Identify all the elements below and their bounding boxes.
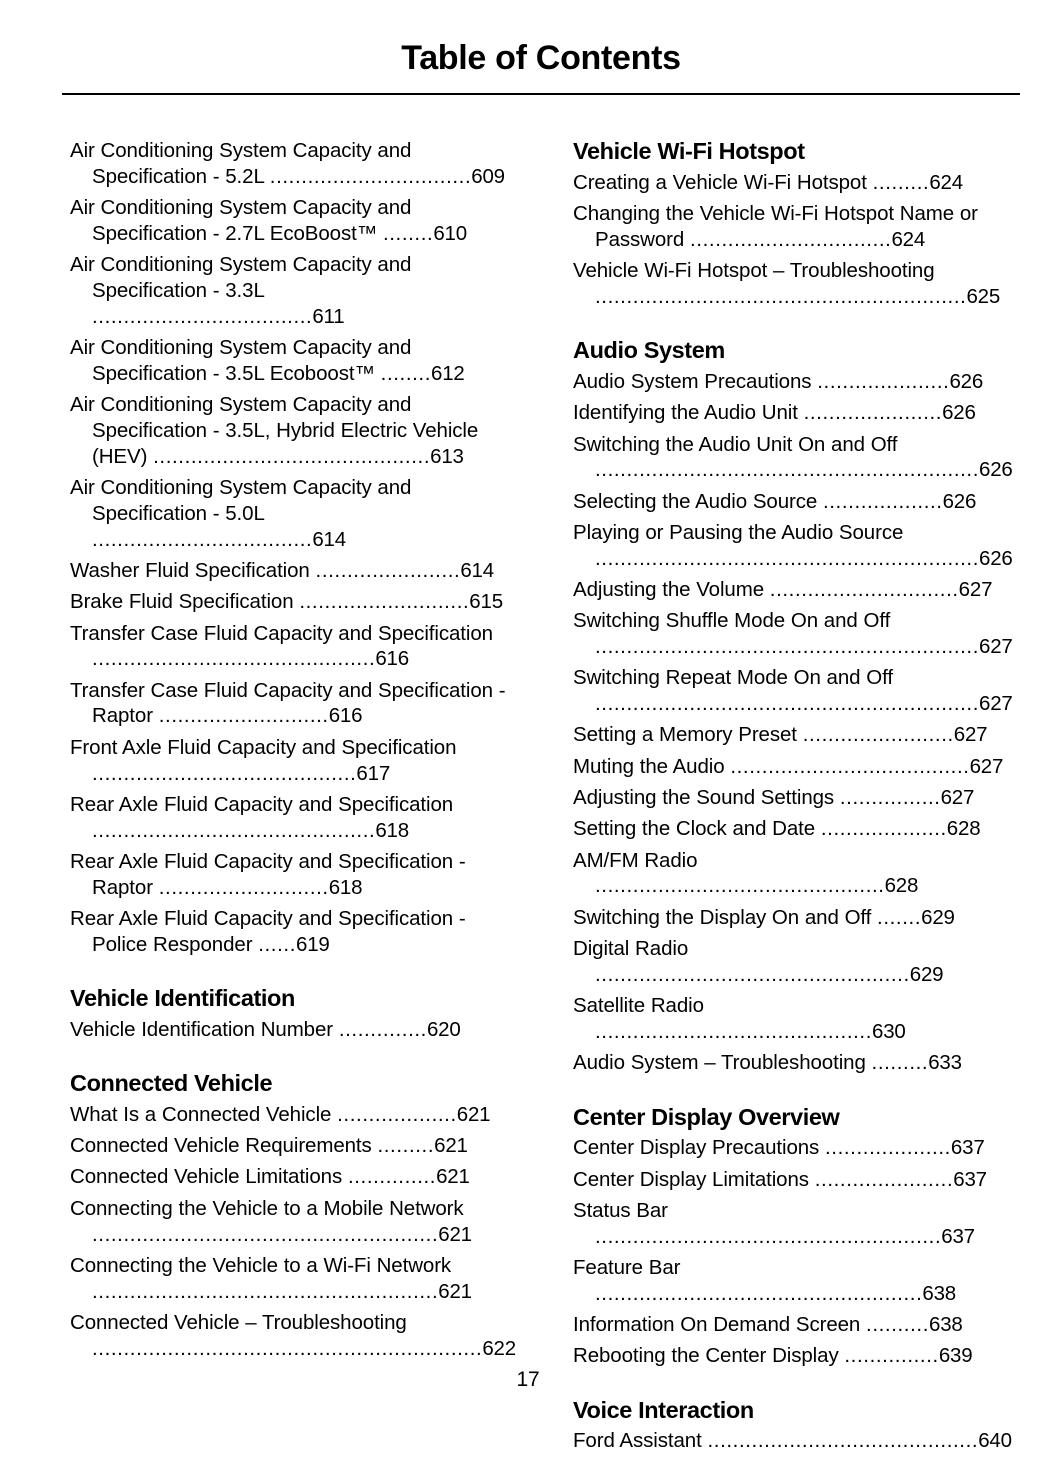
- toc-entry[interactable]: [70, 138, 517, 190]
- toc-entry-leader: ......................: [803, 401, 943, 425]
- toc-entry-leader: ..........: [866, 1313, 929, 1337]
- toc-entry[interactable]: [573, 170, 1020, 196]
- toc-entry[interactable]: [70, 195, 517, 247]
- toc-entry[interactable]: [573, 432, 1020, 484]
- toc-entry-label: Setting the Clock and Date: [573, 817, 816, 841]
- toc-entry[interactable]: [70, 621, 517, 673]
- toc-entry[interactable]: [573, 258, 1020, 310]
- toc-entry-label: AM/FM Radio: [573, 848, 698, 872]
- toc-section: [62, 138, 517, 958]
- toc-entry-page-number: 622: [482, 1336, 516, 1360]
- toc-entry-page-number: 621: [434, 1134, 468, 1158]
- toc-entry-page-number: 627: [958, 578, 993, 601]
- toc-entry-label: Connecting the Vehicle to a Wi-Fi Network: [70, 1253, 452, 1277]
- toc-entry-leader: .............................................................: [595, 692, 980, 716]
- toc-entry-leader: ............................................: [595, 1019, 873, 1043]
- toc-entry-leader: .......................................................: [595, 1224, 942, 1248]
- toc-entry-leader: ................................: [269, 164, 472, 188]
- toc-entry[interactable]: [573, 520, 1020, 572]
- toc-entry-label: Front Axle Fluid Capacity and Specification: [70, 735, 457, 759]
- toc-entry[interactable]: [573, 722, 1020, 748]
- toc-entry-label: Muting the Audio: [573, 754, 725, 778]
- toc-entry-leader: ....................................................: [595, 1281, 923, 1305]
- toc-entry-label: Air Conditioning System Capacity and Specification - 3.3L: [70, 253, 412, 302]
- toc-entry-page-number: 637: [953, 1167, 987, 1191]
- toc-entry-page-number: 627: [940, 786, 975, 810]
- toc-entry-label: Audio System – Troubleshooting: [573, 1051, 866, 1075]
- toc-entry-page-number: 609: [471, 164, 505, 188]
- toc-entry-label: Connected Vehicle – Troubleshooting: [70, 1310, 407, 1334]
- toc-entry-leader: ...........................................................: [595, 284, 967, 308]
- toc-entry-label: Vehicle Identification Number: [70, 1017, 334, 1041]
- toc-entry-leader: .......................................................: [92, 1279, 439, 1303]
- toc-entry-label: Switching Repeat Mode On and Off: [573, 666, 893, 690]
- toc-entry-label: Connecting the Vehicle to a Mobile Network: [70, 1196, 464, 1220]
- toc-entry[interactable]: [573, 993, 1020, 1045]
- toc-entry[interactable]: [573, 577, 1020, 603]
- toc-entry-leader: ...................................: [92, 527, 313, 551]
- toc-entry-label: Air Conditioning System Capacity and Specification - 3.5L, Hybrid Electric Vehicle (HEV): [70, 393, 479, 468]
- toc-entry-page-number: 621: [438, 1222, 472, 1246]
- toc-entry-leader: ..............................: [769, 578, 959, 601]
- toc-entry-leader: .......: [877, 905, 922, 929]
- toc-entry-label: Vehicle Wi-Fi Hotspot – Troubleshooting: [573, 259, 935, 283]
- toc-entry[interactable]: [70, 475, 517, 552]
- toc-entry-label: Switching Shuffle Mode On and Off: [573, 609, 891, 633]
- toc-entry-page-number: 614: [460, 558, 494, 582]
- toc-entry-leader: ..........................................: [92, 761, 357, 785]
- toc-entry-leader: ....................: [825, 1136, 951, 1160]
- toc-entry-page-number: 616: [375, 647, 409, 671]
- section-heading: Center Display Overview: [573, 1103, 840, 1130]
- toc-entry-leader: .............................................................: [595, 458, 980, 482]
- toc-entry-leader: ......: [258, 932, 296, 956]
- page-header: [62, 40, 1020, 95]
- page-title: Table of Contents: [401, 39, 681, 77]
- toc-entry-page-number: 621: [438, 1279, 472, 1303]
- toc-entry-page-number: 612: [431, 361, 465, 385]
- toc-entry-page-number: 620: [426, 1017, 461, 1041]
- toc-entry-leader: ........................: [802, 723, 954, 747]
- toc-entry-page-number: 627: [979, 692, 1013, 716]
- toc-entry-leader: ......................................: [730, 754, 970, 778]
- toc-section: [565, 138, 1020, 310]
- toc-entry[interactable]: [70, 1017, 517, 1043]
- section-heading: Vehicle Identification: [70, 985, 295, 1012]
- toc-entry-page-number: 639: [938, 1344, 973, 1368]
- toc-entry-page-number: 637: [950, 1136, 985, 1160]
- toc-entry-label: Transfer Case Fluid Capacity and Specification - Raptor: [70, 678, 506, 728]
- toc-entry-leader: ......................: [814, 1167, 954, 1191]
- toc-entry[interactable]: [70, 792, 517, 844]
- toc-entry-page-number: 614: [312, 527, 346, 551]
- header-divider: [62, 93, 1020, 95]
- toc-entry-label: Connected Vehicle Limitations: [70, 1165, 343, 1189]
- toc-entry-label: Feature Bar: [573, 1255, 681, 1279]
- toc-entry-page-number: 618: [375, 818, 409, 842]
- toc-entry-leader: ................: [839, 786, 941, 810]
- toc-entry-page-number: 621: [456, 1102, 491, 1126]
- toc-entry-page-number: 626: [979, 546, 1013, 570]
- toc-entry-page-number: 619: [296, 932, 330, 956]
- toc-entry-page-number: 626: [949, 369, 984, 393]
- toc-entry[interactable]: [573, 201, 1020, 253]
- toc-entry-leader: .............................................: [92, 647, 376, 671]
- toc-entry-label: Air Conditioning System Capacity and Specification - 2.7L EcoBoost™: [70, 196, 412, 245]
- toc-entry-page-number: 621: [436, 1165, 470, 1189]
- toc-entry-leader: ........: [382, 221, 434, 245]
- toc-entry[interactable]: [573, 665, 1020, 717]
- toc-entry-leader: .........: [871, 1051, 929, 1075]
- toc-entry-leader: .........: [377, 1134, 435, 1158]
- toc-entry-page-number: 625: [966, 284, 1001, 308]
- toc-entry-leader: ...........................: [158, 704, 329, 728]
- toc-entry[interactable]: [70, 1196, 517, 1248]
- toc-entry[interactable]: [573, 1312, 1020, 1338]
- toc-entry-page-number: 618: [328, 875, 363, 899]
- toc-entry-page-number: 629: [921, 905, 955, 929]
- toc-section: [62, 963, 517, 1043]
- toc-entry-page-number: 629: [909, 962, 944, 986]
- toc-entry-page-number: 633: [928, 1051, 962, 1075]
- toc-entry[interactable]: [70, 558, 517, 584]
- toc-entry-label: Satellite Radio: [573, 994, 704, 1018]
- toc-entry-label: Center Display Precautions: [573, 1136, 820, 1160]
- toc-entry-leader: ..................................................: [595, 962, 910, 986]
- toc-entry-leader: ..............: [338, 1017, 427, 1041]
- left-column: [62, 138, 517, 1460]
- toc-entry-page-number: 611: [312, 304, 345, 328]
- toc-entry-page-number: 627: [969, 754, 1004, 778]
- toc-entry-page-number: 638: [929, 1313, 963, 1337]
- toc-entry-page-number: 617: [356, 761, 391, 785]
- toc-entry-leader: ..............................................................: [92, 1336, 483, 1360]
- toc-entry-label: Creating a Vehicle Wi-Fi Hotspot: [573, 170, 867, 194]
- toc-entry-leader: ................................: [690, 227, 892, 251]
- toc-entry-leader: .............................................................: [595, 635, 980, 659]
- toc-entry[interactable]: [70, 335, 517, 387]
- toc-entry[interactable]: [70, 1253, 517, 1305]
- toc-entry-leader: .......................: [315, 558, 461, 582]
- toc-entry-page-number: 616: [328, 704, 363, 728]
- toc-entry-leader: ...........................................: [707, 1429, 979, 1453]
- section-heading: Voice Interaction: [573, 1396, 754, 1423]
- toc-entry[interactable]: [70, 252, 517, 329]
- toc-entry-leader: ....................: [820, 817, 947, 841]
- toc-entry-page-number: 615: [469, 590, 503, 614]
- toc-entry-page-number: 626: [942, 401, 976, 425]
- toc-entry-label: Setting a Memory Preset: [573, 723, 797, 747]
- toc-entry[interactable]: [573, 1167, 1020, 1193]
- right-column: [565, 138, 1020, 1460]
- toc-entry-leader: ............................................: [153, 444, 431, 468]
- toc-entry[interactable]: [70, 906, 517, 958]
- toc-entry-leader: ...................: [337, 1102, 457, 1126]
- toc-entry-page-number: 613: [430, 444, 464, 468]
- section-heading: Audio System: [573, 337, 725, 364]
- toc-entry[interactable]: [573, 816, 1020, 842]
- toc-entry-leader: ...........................: [299, 590, 470, 614]
- toc-entry-leader: .............................................: [92, 818, 376, 842]
- toc-entry-page-number: 624: [929, 170, 963, 194]
- toc-entry[interactable]: [573, 489, 1020, 515]
- toc-entry[interactable]: [70, 735, 517, 787]
- toc-entry-label: Changing the Vehicle Wi-Fi Hotspot Name or Password: [573, 202, 978, 251]
- toc-entry[interactable]: [573, 905, 1020, 931]
- toc-entry[interactable]: [70, 849, 517, 901]
- section-heading: Vehicle Wi-Fi Hotspot: [573, 138, 805, 164]
- toc-entry-label: Center Display Limitations: [573, 1167, 809, 1191]
- toc-entry-label: Rear Axle Fluid Capacity and Specification: [70, 792, 454, 816]
- toc-entry-leader: ...................................: [92, 304, 313, 328]
- toc-entry-leader: ..............................................: [595, 874, 885, 898]
- toc-entry-label: What Is a Connected Vehicle: [70, 1102, 332, 1126]
- toc-entry-label: Connected Vehicle Requirements: [70, 1134, 372, 1158]
- toc-entry[interactable]: [70, 678, 517, 730]
- toc-entry-label: Air Conditioning System Capacity and Specification - 5.0L: [70, 476, 412, 525]
- toc-entry[interactable]: [573, 936, 1020, 988]
- toc-entry[interactable]: [573, 785, 1020, 811]
- toc-entry[interactable]: [573, 1050, 1020, 1076]
- toc-entry-label: Selecting the Audio Source: [573, 489, 818, 513]
- toc-entry-page-number: 638: [922, 1281, 956, 1305]
- toc-entry-label: Switching the Display On and Off: [573, 905, 872, 929]
- toc-entry-page-number: 628: [884, 874, 919, 898]
- toc-entry[interactable]: [70, 1102, 517, 1128]
- page-number: 17: [516, 1368, 540, 1391]
- toc-entry-label: Playing or Pausing the Audio Source: [573, 520, 904, 544]
- toc-entry[interactable]: [573, 1198, 1020, 1250]
- toc-entry-label: Rear Axle Fluid Capacity and Specification - Police Responder: [70, 907, 466, 956]
- toc-entry[interactable]: [70, 392, 517, 469]
- toc-entry-page-number: 610: [433, 221, 467, 245]
- toc-entry[interactable]: [573, 400, 1020, 426]
- section-heading: Connected Vehicle: [70, 1070, 273, 1097]
- toc-entry-leader: .........: [872, 170, 930, 194]
- toc-entry-page-number: 628: [946, 817, 981, 841]
- toc-entry[interactable]: [573, 1255, 1020, 1307]
- toc-entry-label: Switching the Audio Unit On and Off: [573, 432, 898, 456]
- toc-entry[interactable]: [70, 1164, 517, 1190]
- toc-entry-label: Ford Assistant: [573, 1429, 702, 1453]
- toc-entry-label: Adjusting the Sound Settings: [573, 786, 835, 810]
- toc-entry[interactable]: [70, 1133, 517, 1159]
- toc-entry[interactable]: [573, 848, 1020, 900]
- toc-entry-leader: ...........................: [158, 875, 329, 899]
- toc-entry-label: Digital Radio: [573, 937, 689, 961]
- toc-entry[interactable]: [573, 754, 1020, 780]
- toc-entry-label: Identifying the Audio Unit: [573, 401, 798, 425]
- toc-entry-page-number: 627: [953, 723, 988, 747]
- toc-entry-label: Rear Axle Fluid Capacity and Specification - Raptor: [70, 849, 466, 899]
- toc-entry[interactable]: [70, 1310, 517, 1362]
- toc-entry-leader: .............................................................: [595, 546, 980, 570]
- toc-entry-leader: ..............: [347, 1165, 437, 1189]
- toc-entry-label: Washer Fluid Specification: [70, 558, 310, 582]
- toc-entry-label: Status Bar: [573, 1198, 668, 1222]
- toc-entry-leader: .......................................................: [92, 1222, 439, 1246]
- toc-entry[interactable]: [573, 1135, 1020, 1161]
- toc-entry-label: Audio System Precautions: [573, 369, 812, 393]
- toc-entry-label: Brake Fluid Specification: [70, 590, 294, 614]
- toc-entry-page-number: 640: [978, 1429, 1012, 1453]
- toc-entry-page-number: 626: [942, 489, 977, 513]
- toc-entry-leader: ........: [380, 361, 432, 385]
- toc-entry-page-number: 627: [979, 635, 1013, 659]
- toc-entry[interactable]: [70, 589, 517, 615]
- toc-entry[interactable]: [573, 1343, 1020, 1369]
- toc-entry[interactable]: [573, 1428, 1020, 1454]
- toc-entry-label: Rebooting the Center Display: [573, 1344, 839, 1368]
- table-of-contents-body: [62, 138, 1020, 1460]
- toc-section: [565, 1082, 1020, 1370]
- toc-entry-label: Transfer Case Fluid Capacity and Specification: [70, 621, 493, 645]
- toc-entry-page-number: 624: [891, 227, 926, 251]
- toc-entry-label: Information On Demand Screen: [573, 1313, 861, 1337]
- toc-section: [565, 315, 1020, 1076]
- toc-entry-page-number: 630: [872, 1019, 906, 1043]
- toc-entry-label: Adjusting the Volume: [573, 578, 764, 601]
- toc-entry[interactable]: [573, 608, 1020, 660]
- toc-entry-leader: ...............: [844, 1344, 939, 1368]
- toc-section: [62, 1048, 517, 1361]
- toc-entry-label: Air Conditioning System Capacity and Specification - 5.2L: [70, 139, 412, 188]
- toc-entry-leader: .....................: [817, 369, 950, 393]
- toc-entry-page-number: 626: [979, 458, 1013, 482]
- toc-entry-leader: ...................: [822, 489, 943, 513]
- toc-entry[interactable]: [573, 369, 1020, 395]
- toc-entry-page-number: 637: [941, 1224, 975, 1248]
- toc-entry-label: Air Conditioning System Capacity and Specification - 3.5L Ecoboost™: [70, 336, 412, 385]
